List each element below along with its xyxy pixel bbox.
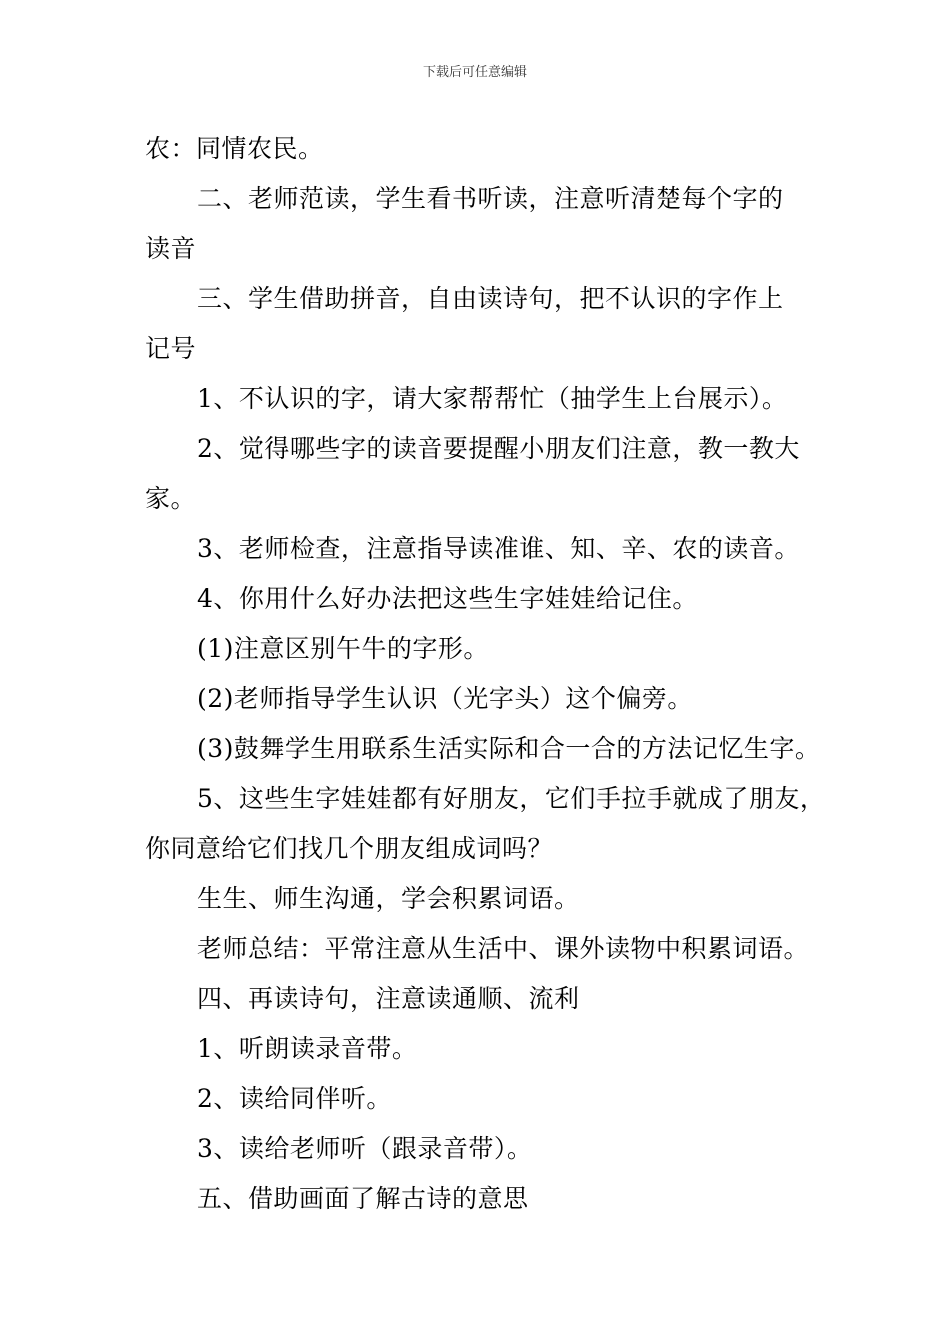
- paragraph: 生生、师生沟通，学会积累词语。: [197, 884, 580, 913]
- paragraph: 1、不认识的字，请大家帮帮忙（抽学生上台展示）。: [197, 384, 788, 413]
- paragraph: 老师总结：平常注意从生活中、课外读物中积累词语。: [197, 934, 810, 963]
- paragraph: 5、这些生字娃娃都有好朋友，它们手拉手就成了朋友，: [197, 784, 826, 813]
- paragraph: 2、读给同伴听。: [197, 1084, 392, 1113]
- paragraph: 你同意给它们找几个朋友组成词吗？: [145, 834, 554, 863]
- paragraph: 四、再读诗句，注意读通顺、流利: [197, 984, 580, 1013]
- page-header: 下载后可任意编辑: [422, 65, 527, 80]
- document-body: [145, 124, 826, 1224]
- paragraph: 三、学生借助拼音，自由读诗句，把不认识的字作上: [197, 284, 784, 313]
- paragraph: 1、听朗读录音带。: [197, 1034, 418, 1063]
- paragraph: 2、觉得哪些字的读音要提醒小朋友们注意，教一教大: [197, 434, 800, 463]
- paragraph: (1)注意区别午牛的字形。: [197, 634, 489, 663]
- paragraph: 二、老师范读，学生看书听读，注意听清楚每个字的: [197, 184, 784, 213]
- paragraph: 五、借助画面了解古诗的意思: [197, 1184, 529, 1213]
- paragraph: 3、老师检查，注意指导读准谁、知、辛、农的读音。: [197, 534, 800, 563]
- paragraph: 记号: [145, 334, 197, 363]
- paragraph: (3)鼓舞学生用联系生活实际和合一合的方法记忆生字。: [197, 734, 821, 763]
- paragraph: 读音: [145, 234, 197, 263]
- paragraph: 3、读给老师听（跟录音带）。: [197, 1134, 533, 1163]
- paragraph: 4、你用什么好办法把这些生字娃娃给记住。: [197, 584, 698, 613]
- paragraph: 家。: [145, 484, 197, 513]
- paragraph: 农：同情农民。: [145, 134, 324, 163]
- paragraph: (2)老师指导学生认识（光字头）这个偏旁。: [197, 684, 693, 713]
